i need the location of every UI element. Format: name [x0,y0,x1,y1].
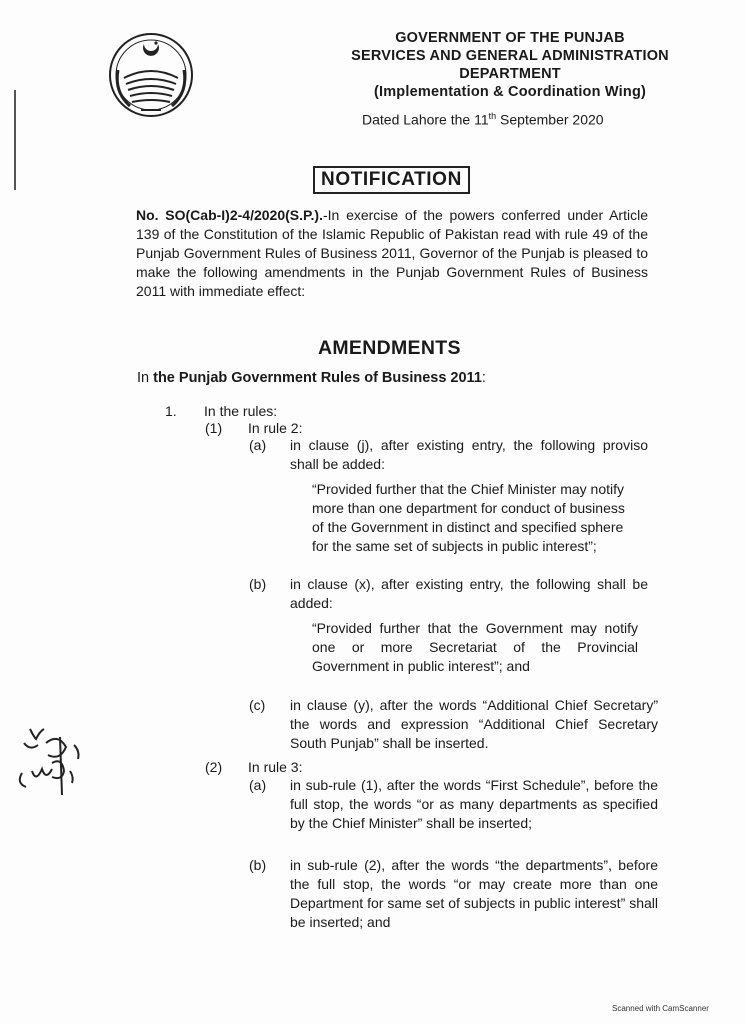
clause-b-quote: “Provided further that the Government may notify one or more Secretariat of the Provincial Government in public interest”; and [312,620,638,674]
item-1-number: 1. [165,403,177,419]
clause-b2-number: (b) [249,857,267,873]
rules-heading-bold: the Punjab Government Rules of Business 2011 [153,370,482,386]
clause-a2-text: in sub-rule (1), after the words “First Schedule”, before the full stop, the words “or as many departments as specified by the Chief Minister” shall be inserted; [290,777,658,831]
amendments-title: AMENDMENTS [318,337,461,359]
rules-heading-prefix: In [137,370,154,386]
punjab-government-emblem [106,30,196,120]
notification-number: No. SO(Cab-I)2-4/2020(S.P.). [136,207,323,223]
letterhead-line-3: DEPARTMENT [459,66,561,82]
rule-2-text: In rule 3: [248,759,303,775]
rule-1-number: (1) [205,420,223,436]
notification-title: NOTIFICATION [313,166,470,194]
letterhead [300,29,720,101]
clause-b2-text: in sub-rule (2), after the words “the departments”, before the full stop, the words “or may create more than one Department for same set of subjects in public interest” shall be inserted; and [290,857,658,930]
date-prefix: Dated Lahore the 11 [362,111,489,128]
date-superscript: th [488,111,497,121]
rule-2-number: (2) [205,759,223,775]
letterhead-line-1: GOVERNMENT OF THE PUNJAB [395,30,625,46]
clause-a-number: (a) [249,437,267,453]
item-1-text: In the rules: [204,403,278,419]
clause-a-text: in clause (j), after existing entry, the following proviso shall be added: [290,437,648,472]
rules-heading-suffix: : [481,370,486,386]
clause-c-number: (c) [249,697,266,713]
letterhead-line-4: (Implementation & Coordination Wing) [373,84,647,100]
rule-1-text: In rule 2: [248,420,303,436]
scan-edge-mark [14,90,16,190]
date-suffix: September 2020 [496,111,604,128]
clause-a2-number: (a) [249,777,267,793]
letterhead-line-2: SERVICES AND GENERAL ADMINISTRATION [351,48,669,64]
handwritten-initials-signature [8,715,108,815]
clause-a-quote: “Provided further that the Chief Minister may notify more than one department for conduct of business of the Government in distinct and specified sphere for the same set of subjects in public interest”; [312,481,625,554]
clause-b-number: (b) [249,576,267,592]
intro-paragraph [136,206,648,301]
intro-text: -In exercise of the powers conferred under Article 139 of the Constitution of the Islamic Republic of Pakistan read with rule 49 of the Punjab Government Rules of Business 2011, Governor of the Punjab is pleased to make the following amendments in the Punjab Government Rules of Business 2011 with immediate effect: [136,207,648,299]
clause-b-text: in clause (x), after existing entry, the following shall be added: [290,576,648,611]
clause-c-text: in clause (y), after the words “Additional Chief Secretary” the words and expression “Additional Chief Secretary South Punjab” shall be inserted. [290,697,658,751]
date-line [362,111,604,128]
scanner-watermark: Scanned with CamScanner [612,1004,709,1013]
rules-heading [137,370,486,386]
